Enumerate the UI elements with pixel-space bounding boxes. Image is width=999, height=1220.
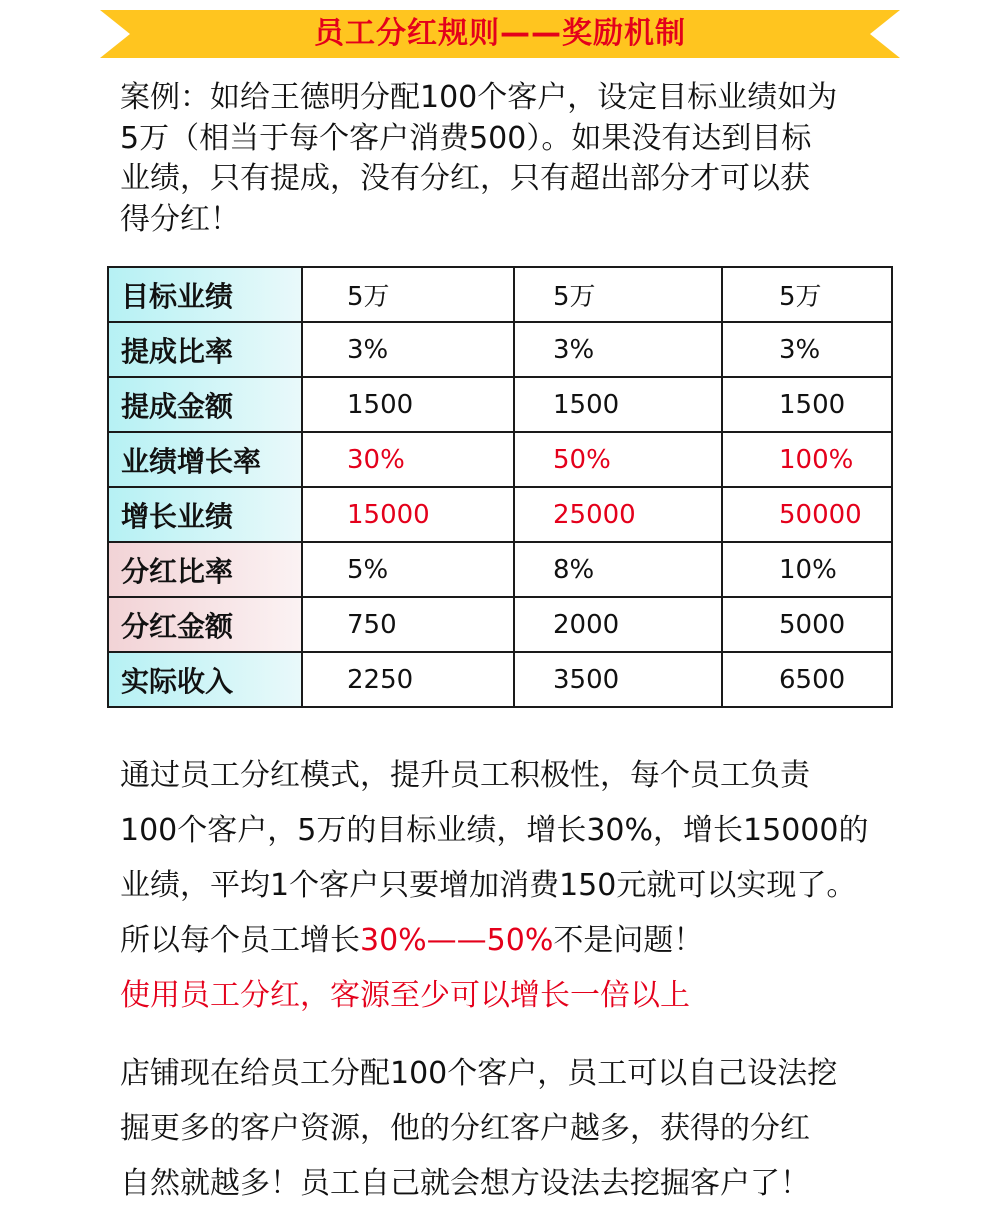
row-label: 实际收入 [108,652,302,707]
row-label: 分红比率 [108,542,302,597]
closing-line: 自然就越多！员工自己就会想方设法去挖掘客户了！ [120,1166,810,1201]
table-cell: 2250 [302,652,514,707]
table-cell: 50% [514,432,722,487]
intro-line: 业绩，只有提成，没有分红，只有超出部分才可以获 [120,161,810,196]
table-cell: 5万 [722,267,892,322]
table-cell: 25000 [514,487,722,542]
table-cell: 5% [302,542,514,597]
table-cell: 10% [722,542,892,597]
table-cell: 30% [302,432,514,487]
table-cell: 1500 [302,377,514,432]
table-row [108,652,892,707]
table-cell: 3% [722,322,892,377]
table-cell: 8% [514,542,722,597]
banner-title: 员工分红规则——奖励机制 [314,16,686,51]
row-label: 目标业绩 [108,267,302,322]
table-row [108,432,892,487]
row-label: 提成金额 [108,377,302,432]
intro-line: 得分红！ [120,201,240,237]
intro-paragraph [120,78,880,240]
table-row [108,487,892,542]
summary-line: 业绩，平均1个客户只要增加消费150元就可以实现了。 [120,868,857,903]
summary-text: 不是问题！ [553,923,704,958]
key-conclusion: 使用员工分红，客源至少可以增长一倍以上 [120,978,690,1013]
intro-line: 5万（相当于每个客户消费500）。如果没有达到目标 [120,120,812,156]
table-cell: 5000 [722,597,892,652]
summary-text: 所以每个员工增长 [120,923,360,958]
closing-paragraph [120,1046,920,1211]
growth-range-highlight: 30%——50% [360,923,554,958]
summary-line: 通过员工分红模式，提升员工积极性，每个员工负责 [120,758,810,793]
table-cell: 2000 [514,597,722,652]
table-row [108,322,892,377]
title-banner [100,10,900,58]
table-row [108,597,892,652]
table-cell: 1500 [722,377,892,432]
table-cell: 100% [722,432,892,487]
row-label: 增长业绩 [108,487,302,542]
table-row [108,377,892,432]
table-cell: 50000 [722,487,892,542]
table-cell: 1500 [514,377,722,432]
table-cell: 750 [302,597,514,652]
table-cell: 5万 [514,267,722,322]
summary-line: 100个客户，5万的目标业绩，增长30%，增长15000的 [120,813,869,848]
table-cell: 15000 [302,487,514,542]
row-label: 提成比率 [108,322,302,377]
table-cell: 3500 [514,652,722,707]
row-label: 业绩增长率 [108,432,302,487]
table-cell: 3% [302,322,514,377]
intro-line: 案例：如给王德明分配100个客户，设定目标业绩如为 [120,80,838,115]
summary-line [120,913,920,968]
bonus-table [107,266,893,708]
summary-paragraph [120,748,920,1023]
closing-line: 掘更多的客户资源，他的分红客户越多，获得的分红 [120,1111,810,1146]
table-row [108,267,892,322]
row-label: 分红金额 [108,597,302,652]
table-cell: 6500 [722,652,892,707]
table-row [108,542,892,597]
table-cell: 5万 [302,267,514,322]
table-cell: 3% [514,322,722,377]
closing-line: 店铺现在给员工分配100个客户，员工可以自己设法挖 [120,1056,838,1091]
